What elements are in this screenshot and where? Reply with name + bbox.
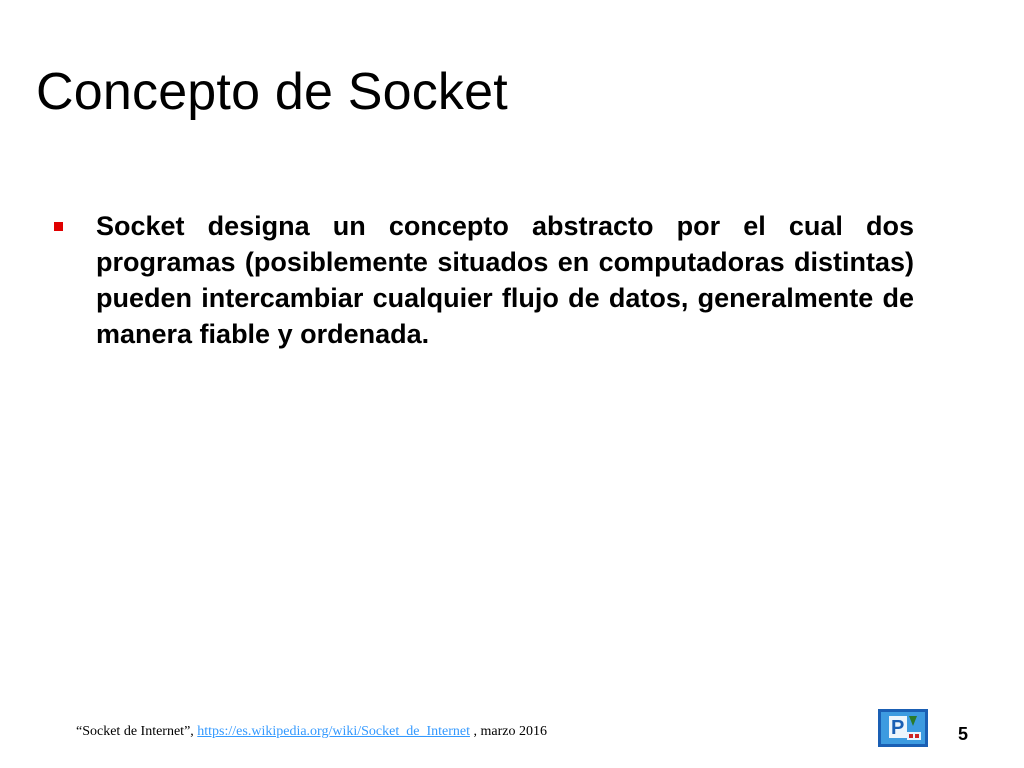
page-number: 5 xyxy=(958,724,969,744)
slide-title: Concepto de Socket xyxy=(36,63,508,121)
citation-prefix: “Socket de Internet”, xyxy=(76,724,198,739)
citation-link[interactable]: https://es.wikipedia.org/wiki/Socket_de_Internet xyxy=(197,724,470,739)
square-bullet-icon xyxy=(54,222,63,231)
institution-logo-icon xyxy=(878,709,928,747)
logo-graphic xyxy=(881,712,925,744)
svg-text:P: P xyxy=(891,717,905,739)
bullet-item xyxy=(54,208,914,352)
citation-suffix: , marzo 2016 xyxy=(469,724,547,739)
footer-citation xyxy=(76,724,547,740)
bullet-text: Socket designa un concepto abstracto por el cual dos programas (posiblemente situados en computadoras distintas) pueden intercambiar cualquier flujo de datos, generalmente de manera fiable y ordenada. xyxy=(96,211,914,349)
